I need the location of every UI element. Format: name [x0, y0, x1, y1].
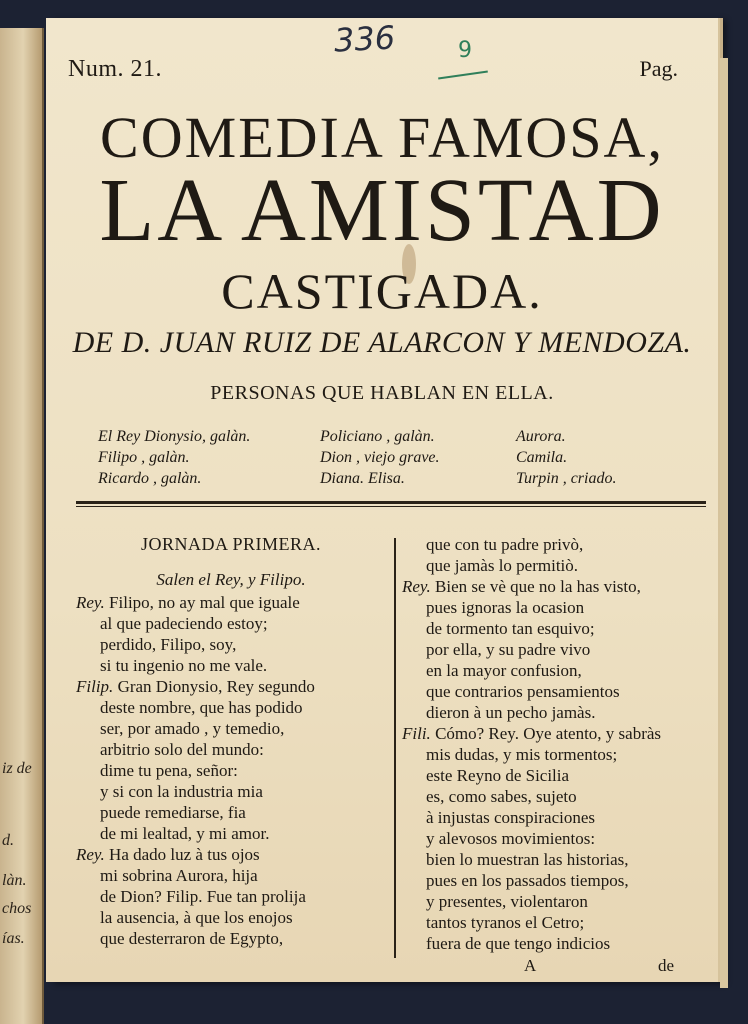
verse-text: que desterraron de Egypto, — [100, 929, 284, 948]
verse-text: que contrarios pensamientos — [426, 682, 620, 701]
cast-member: El Rey Dionysio, galàn. — [98, 428, 251, 445]
verse-text: que con tu padre privò, — [426, 535, 584, 554]
verse-line — [402, 681, 712, 702]
verse-line — [76, 928, 386, 949]
verse-text: arbitrio solo del mundo: — [100, 740, 264, 759]
divider-rule — [76, 501, 706, 504]
verse-text: pues en los passados tiempos, — [426, 871, 629, 890]
title-page — [46, 18, 718, 982]
verse-line — [402, 660, 712, 681]
verse-text: si tu ingenio no me vale. — [100, 656, 268, 675]
right-text-column — [402, 534, 712, 954]
verse-line — [76, 676, 386, 697]
verse-text: este Reyno de Sicilia — [426, 766, 570, 785]
verse-text: en la mayor confusion, — [426, 661, 582, 680]
verse-text: la ausencia, à que los enojos — [100, 908, 293, 927]
verse-line — [402, 639, 712, 660]
verse-text: y presentes, violentaron — [426, 892, 588, 911]
speaker-label: Rey. — [76, 593, 105, 612]
page-edge — [720, 58, 728, 988]
cast-member: Filipo , galàn. — [98, 449, 190, 466]
verse-line — [76, 865, 386, 886]
verse-text: Filipo, no ay mal que iguale — [104, 593, 300, 612]
verse-line — [402, 786, 712, 807]
verse-text: deste nombre, que has podido — [100, 698, 303, 717]
verse-line — [402, 828, 712, 849]
column-divider — [394, 538, 396, 958]
verse-text: Ha dado luz à tus ojos — [104, 845, 260, 864]
verse-line — [76, 739, 386, 760]
verse-text: puede remediarse, fia — [100, 803, 246, 822]
comedia-number: Num. 21. — [68, 56, 162, 82]
verse-text: es, como sabes, sujeto — [426, 787, 577, 806]
verse-text: de mi lealtad, y mi amor. — [100, 824, 270, 843]
title-line-2: LA AMISTAD — [99, 161, 665, 260]
cast-column-3 — [516, 426, 616, 489]
verse-text: por ella, y su padre vivo — [426, 640, 591, 659]
verse-line — [76, 781, 386, 802]
verse-text: y alevosos movimientos: — [426, 829, 596, 848]
verse-text: Gran Dionysio, Rey segundo — [113, 677, 315, 696]
title-line-3: CASTIGADA. — [221, 263, 543, 319]
verse-line — [76, 907, 386, 928]
verse-line — [402, 555, 712, 576]
verse-line — [402, 618, 712, 639]
verse-line — [76, 802, 386, 823]
verse-text: Bien se vè que no la has visto, — [430, 577, 641, 596]
verse-text: Cómo? Rey. Oye atento, y sabràs — [430, 724, 662, 743]
verse-text: que jamàs lo permitiò. — [426, 556, 579, 575]
speaker-label: Rey. — [76, 845, 105, 864]
speaker-label: Fili. — [402, 724, 431, 743]
verse-text: bien lo muestran las historias, — [426, 850, 629, 869]
verse-text: dime tu pena, señor: — [100, 761, 238, 780]
cast-column-2 — [320, 426, 440, 489]
verse-text: pues ignoras la ocasion — [426, 598, 585, 617]
verse-line — [76, 718, 386, 739]
cast-member: Ricardo , galàn. — [98, 470, 202, 487]
verse-line — [402, 597, 712, 618]
verse-line — [76, 823, 386, 844]
page-label: Pag. — [639, 56, 678, 81]
verse-text: ser, por amado , y temedio, — [100, 719, 285, 738]
verse-line — [402, 534, 712, 555]
verse-line — [402, 723, 712, 744]
verse-text: mi sobrina Aurora, hija — [100, 866, 258, 885]
verse-text: tantos tyranos el Cetro; — [426, 913, 585, 932]
handwritten-green-number: 9 — [458, 38, 472, 63]
verse-line — [402, 765, 712, 786]
verse-text: fuera de que tengo indicios — [426, 934, 611, 953]
verse-text: dieron à un pecho jamàs. — [426, 703, 596, 722]
verse-line — [76, 760, 386, 781]
stage-direction: Salen el Rey, y Filipo. — [156, 570, 306, 589]
cast-member: Policiano , galàn. — [320, 428, 435, 445]
verse-line — [76, 634, 386, 655]
divider-rule-thin — [76, 506, 706, 507]
personas-heading: PERSONAS QUE HABLAN EN ELLA. — [210, 382, 554, 404]
verse-text: mis dudas, y mis tormentos; — [426, 745, 618, 764]
verse-line — [402, 807, 712, 828]
cast-member: Camila. — [516, 449, 568, 466]
verse-line — [76, 613, 386, 634]
handwritten-folio: 336 — [333, 18, 397, 60]
verse-text: à injustas conspiraciones — [426, 808, 596, 827]
verse-line — [76, 886, 386, 907]
verse-line — [76, 655, 386, 676]
cast-column-1 — [98, 426, 250, 489]
fragment-text: iz de — [2, 760, 32, 777]
verse-text: de Dion? Filip. Fue tan prolija — [100, 887, 306, 906]
verse-line — [76, 697, 386, 718]
speaker-label: Rey. — [402, 577, 431, 596]
verse-line — [402, 849, 712, 870]
verse-line — [402, 870, 712, 891]
fragment-text: d. — [2, 832, 14, 849]
author-line: DE D. JUAN RUIZ DE ALARCON Y MENDOZA. — [72, 326, 692, 359]
fragment-text: ías. — [2, 930, 25, 947]
fragment-text: chos — [2, 900, 32, 917]
signature-mark: A — [524, 956, 537, 975]
cast-member: Dion , viejo grave. — [320, 449, 440, 466]
verse-text: al que padeciendo estoy; — [100, 614, 268, 633]
cast-member: Turpin , criado. — [516, 470, 617, 487]
jornada-heading: JORNADA PRIMERA. — [140, 534, 322, 554]
verse-text: y si con la industria mia — [100, 782, 263, 801]
verse-line — [402, 891, 712, 912]
catchword: de — [658, 956, 675, 975]
fragment-text: làn. — [2, 872, 27, 889]
verse-line — [76, 844, 386, 865]
left-text-column — [76, 534, 386, 949]
verse-line — [402, 912, 712, 933]
verse-text: de tormento tan esquivo; — [426, 619, 595, 638]
verse-text: perdido, Filipo, soy, — [100, 635, 237, 654]
green-pen-mark — [438, 71, 488, 80]
verse-line — [402, 702, 712, 723]
cast-member: Aurora. — [516, 428, 566, 445]
verse-line — [402, 576, 712, 597]
cast-member: Diana. Elisa. — [320, 470, 405, 487]
verse-line — [76, 592, 386, 613]
title-line-1: COMEDIA FAMOSA, — [100, 105, 664, 170]
speaker-label: Filip. — [76, 677, 114, 696]
verse-line — [402, 933, 712, 954]
verse-line — [402, 744, 712, 765]
